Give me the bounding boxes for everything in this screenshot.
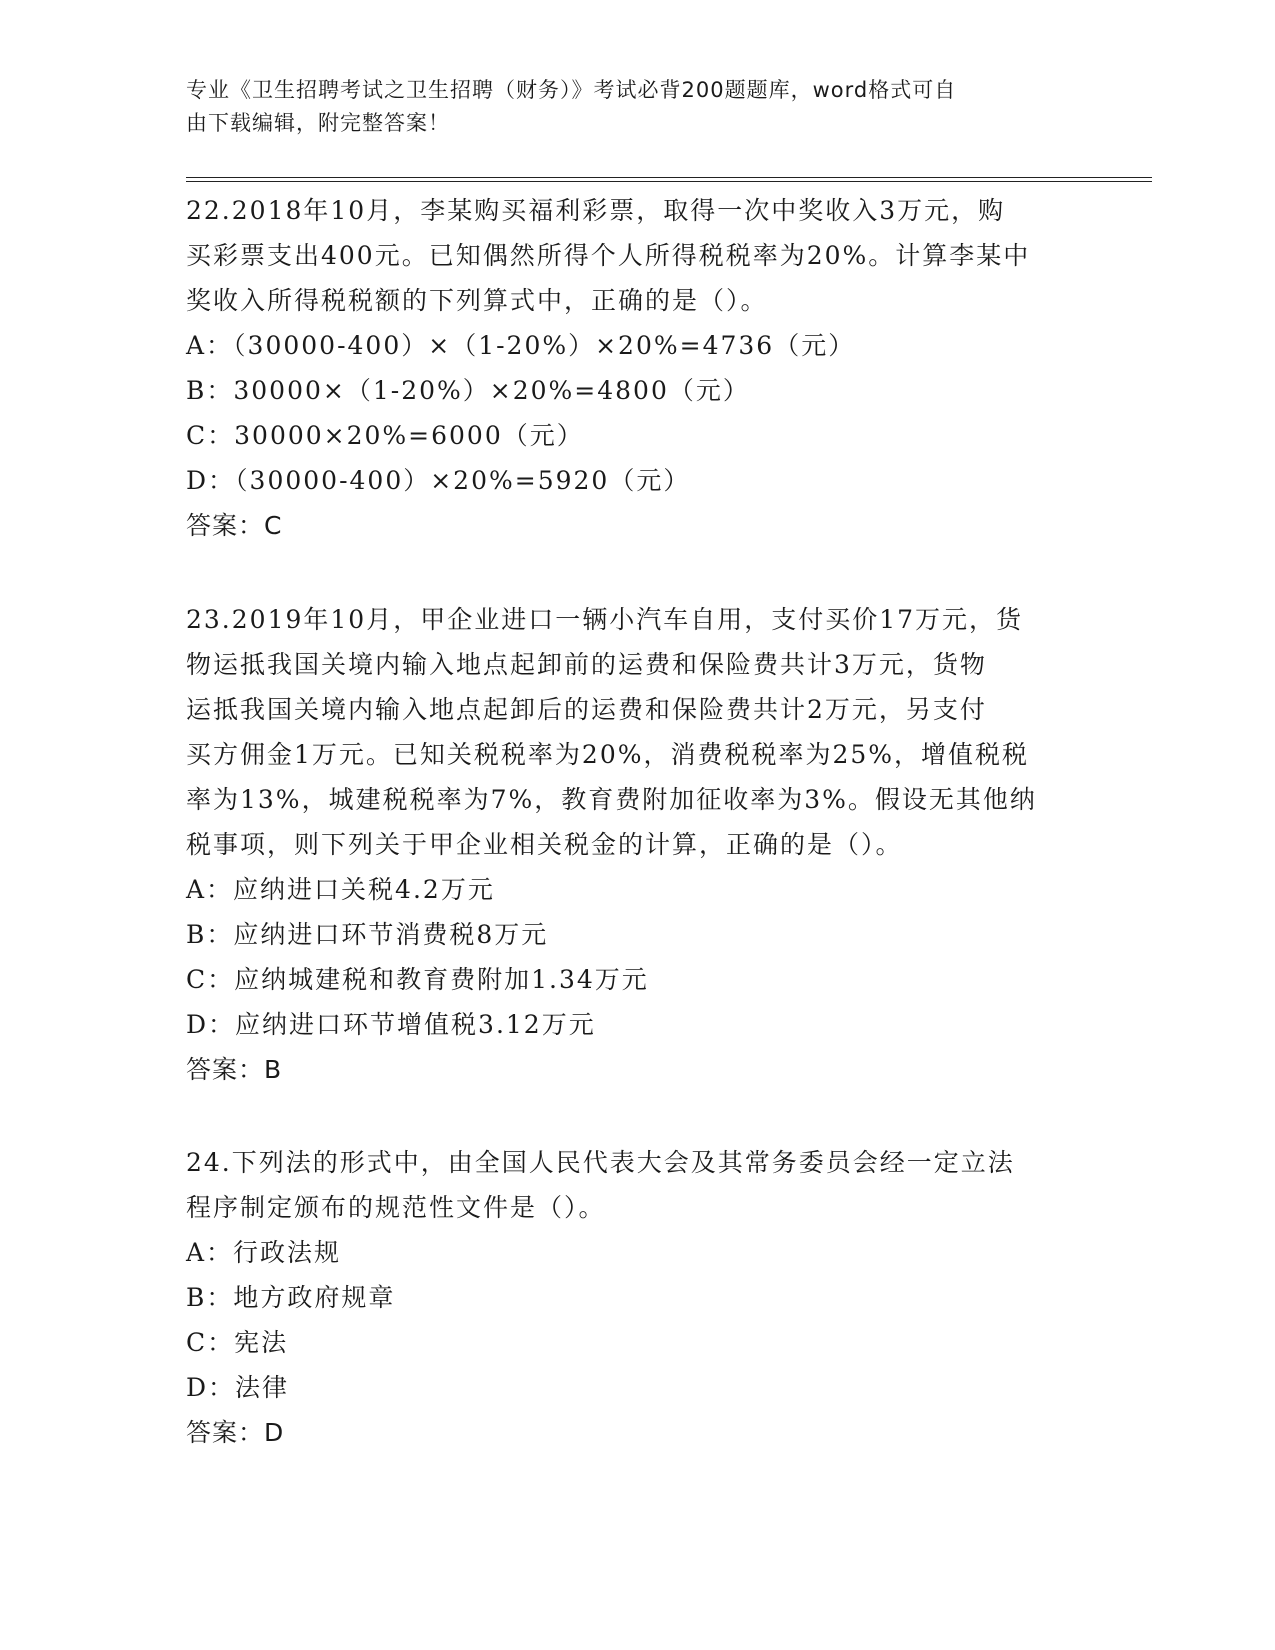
option-c: C：宪法 <box>186 1328 289 1357</box>
stem-line: 率为13%，城建税税率为7%，教育费附加征收率为3%。假设无其他纳 <box>186 785 1037 814</box>
header-line-1: 专业《卫生招聘考试之卫生招聘（财务）》考试必背200题题库，word格式可自 <box>186 78 957 102</box>
answer-label: 答案：C <box>186 511 283 540</box>
question-stem <box>186 188 1086 323</box>
question-stem <box>186 1140 1086 1230</box>
stem-line: 买方佣金1万元。已知关税税率为20%，消费税税率为25%，增值税税 <box>186 740 1030 769</box>
answer-label: 答案：D <box>186 1418 285 1447</box>
stem-line: 税事项，则下列关于甲企业相关税金的计算，正确的是（）。 <box>186 830 903 859</box>
stem-line: 奖收入所得税税额的下列算式中，正确的是（）。 <box>186 286 768 315</box>
answer-label: 答案：B <box>186 1055 283 1084</box>
header-divider-top <box>186 177 1152 178</box>
option-c: C：30000×20%=6000（元） <box>186 421 584 450</box>
question-23 <box>186 597 1086 1092</box>
option-d: D：应纳进口环节增值税3.12万元 <box>186 1010 596 1039</box>
option-a: A：应纳进口关税4.2万元 <box>186 875 495 904</box>
option-b: B：30000×（1-20%）×20%=4800（元） <box>186 376 750 405</box>
option-d: D：法律 <box>186 1373 290 1402</box>
stem-line: 物运抵我国关境内输入地点起卸前的运费和保险费共计3万元，货物 <box>186 650 987 679</box>
header-divider-bottom <box>186 181 1152 182</box>
option-d: D：（30000-400）×20%=5920（元） <box>186 466 691 495</box>
stem-line: 买彩票支出400元。已知偶然所得个人所得税税率为20%。计算李某中 <box>186 241 1031 270</box>
stem-line: 23.2019年10月，甲企业进口一辆小汽车自用，支付买价17万元，货 <box>186 605 1024 634</box>
question-24 <box>186 1140 1086 1455</box>
option-a: A：（30000-400）×（1-20%）×20%=4736（元） <box>186 331 856 360</box>
option-b: B：地方政府规章 <box>186 1283 396 1312</box>
stem-line: 运抵我国关境内输入地点起卸后的运费和保险费共计2万元，另支付 <box>186 695 987 724</box>
document-header <box>186 74 1066 140</box>
stem-line: 程序制定颁布的规范性文件是（）。 <box>186 1193 606 1222</box>
question-stem <box>186 597 1086 867</box>
option-a: A：行政法规 <box>186 1238 342 1267</box>
question-22 <box>186 188 1086 548</box>
stem-line: 22.2018年10月，李某购买福利彩票，取得一次中奖收入3万元，购 <box>186 196 1006 225</box>
stem-line: 24.下列法的形式中，由全国人民代表大会及其常务委员会经一定立法 <box>186 1148 1015 1177</box>
option-c: C：应纳城建税和教育费附加1.34万元 <box>186 965 649 994</box>
option-b: B：应纳进口环节消费税8万元 <box>186 920 549 949</box>
header-line-2: 由下载编辑，附完整答案！ <box>186 111 450 135</box>
